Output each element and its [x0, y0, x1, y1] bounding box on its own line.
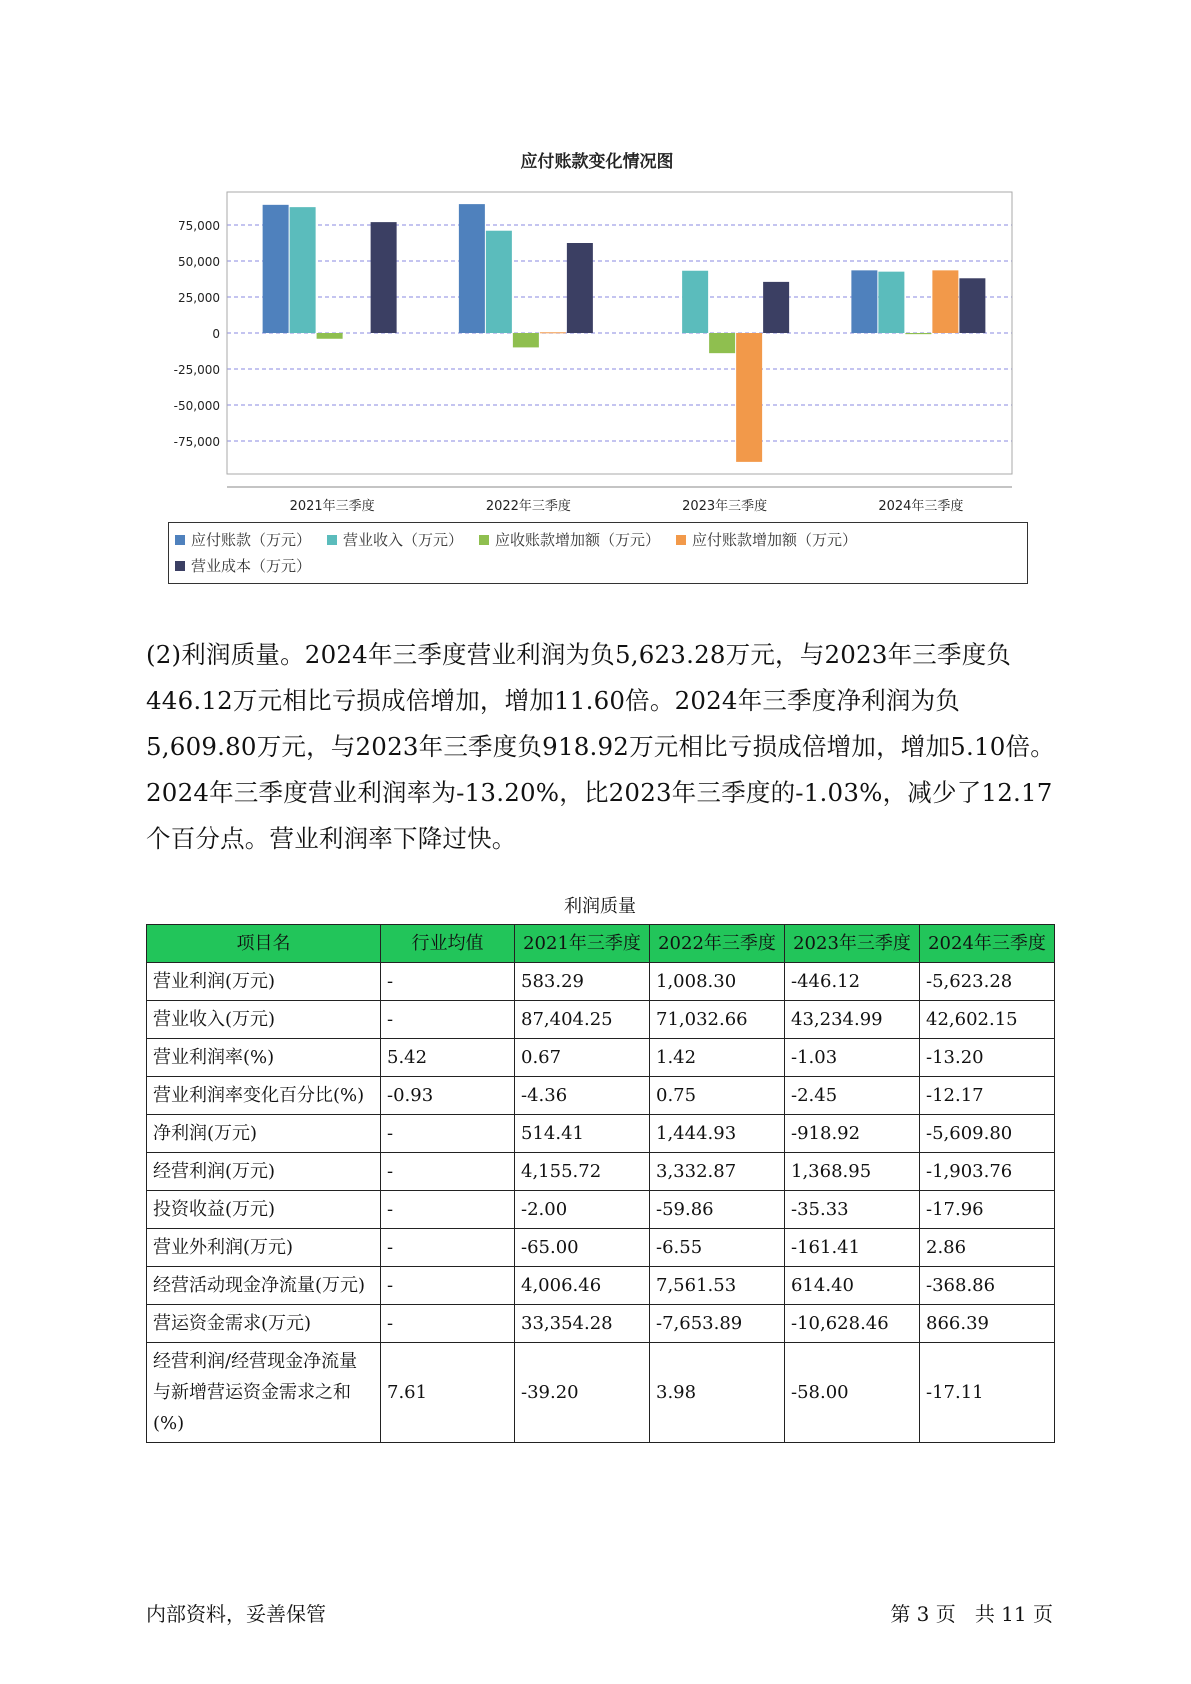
legend-swatch: [175, 561, 185, 571]
row-label-cell: 营业利润率(%): [147, 1039, 381, 1077]
x-tick-label: 2022年三季度: [485, 499, 571, 514]
row-label-cell: 经营利润(万元): [147, 1153, 381, 1191]
value-cell: -: [381, 1115, 515, 1153]
bar: [567, 243, 593, 333]
legend-label: 应付账款（万元）: [191, 531, 312, 549]
value-cell: -65.00: [515, 1229, 650, 1267]
legend-entry: [327, 527, 463, 553]
bar: [263, 205, 289, 333]
value-cell: -: [381, 1153, 515, 1191]
value-cell: 71,032.66: [650, 1001, 785, 1039]
y-tick-label: -50,000: [173, 399, 220, 413]
legend-entry: [676, 527, 857, 553]
x-tick-label: 2024年三季度: [878, 499, 964, 514]
value-cell: -: [381, 963, 515, 1001]
chart-title: 应付账款变化情况图: [520, 152, 674, 172]
legend-swatch: [175, 535, 185, 545]
legend-swatch: [676, 535, 686, 545]
legend-label: 营业成本（万元）: [191, 557, 312, 575]
value-cell: -918.92: [785, 1115, 920, 1153]
y-tick-label: -25,000: [173, 363, 220, 377]
row-label-cell: 营运资金需求(万元): [147, 1305, 381, 1343]
table-caption: 利润质量: [564, 896, 636, 917]
y-tick-label: 50,000: [178, 255, 220, 269]
value-cell: -58.00: [785, 1343, 920, 1443]
value-cell: 1,368.95: [785, 1153, 920, 1191]
value-cell: 0.67: [515, 1039, 650, 1077]
bar: [513, 333, 539, 347]
row-label-cell: 净利润(万元): [147, 1115, 381, 1153]
table-row: [147, 963, 1055, 1001]
row-label-cell: 营业利润(万元): [147, 963, 381, 1001]
legend-label: 应收账款增加额（万元）: [495, 531, 661, 549]
column-header: 2021年三季度: [515, 925, 650, 963]
value-cell: 4,155.72: [515, 1153, 650, 1191]
value-cell: 7.61: [381, 1343, 515, 1443]
table-row: [147, 1267, 1055, 1305]
payables-bar-chart: [0, 0, 1191, 600]
value-cell: 1,444.93: [650, 1115, 785, 1153]
column-header: 行业均值: [381, 925, 515, 963]
value-cell: -161.41: [785, 1229, 920, 1267]
row-label-cell: 经营活动现金净流量(万元): [147, 1267, 381, 1305]
value-cell: 514.41: [515, 1115, 650, 1153]
value-cell: -59.86: [650, 1191, 785, 1229]
profit-quality-table: [146, 924, 1055, 1443]
legend-swatch: [327, 535, 337, 545]
value-cell: -6.55: [650, 1229, 785, 1267]
value-cell: -: [381, 1001, 515, 1039]
value-cell: -0.93: [381, 1077, 515, 1115]
table-row: [147, 1001, 1055, 1039]
legend-label: 营业收入（万元）: [343, 531, 464, 549]
value-cell: -: [381, 1267, 515, 1305]
value-cell: 1,008.30: [650, 963, 785, 1001]
value-cell: -368.86: [920, 1267, 1055, 1305]
value-cell: 866.39: [920, 1305, 1055, 1343]
row-label-cell: 营业利润率变化百分比(%): [147, 1077, 381, 1115]
bar: [486, 231, 512, 333]
value-cell: -446.12: [785, 963, 920, 1001]
bar: [905, 333, 931, 334]
legend-label: 应付账款增加额（万元）: [692, 531, 858, 549]
row-label-cell: 经营利润/经营现金净流量与新增营运资金需求之和(%): [147, 1343, 381, 1443]
y-axis: [174, 219, 220, 449]
table-header-row: [147, 925, 1055, 963]
x-tick-label: 2023年三季度: [682, 499, 768, 514]
value-cell: -2.45: [785, 1077, 920, 1115]
value-cell: 3,332.87: [650, 1153, 785, 1191]
column-header: 2023年三季度: [785, 925, 920, 963]
value-cell: 33,354.28: [515, 1305, 650, 1343]
value-cell: 4,006.46: [515, 1267, 650, 1305]
row-label-cell: 营业外利润(万元): [147, 1229, 381, 1267]
table-row: [147, 1229, 1055, 1267]
value-cell: -17.11: [920, 1343, 1055, 1443]
value-cell: -: [381, 1305, 515, 1343]
profit-quality-paragraph: (2)利润质量。2024年三季度营业利润为负5,623.28万元，与2023年三季度负446.12万元相比亏损成倍增加，增加11.60倍。2024年三季度净利润为负5,609.80万元，与2023年三季度负918.92万元相比亏损成倍增加，增加5.10倍。2024年三季度营业利润率为-13.20%，比2023年三季度的-1.03%，减少了12.17个百分点。营业利润率下降过快。: [146, 640, 1055, 853]
value-cell: -12.17: [920, 1077, 1055, 1115]
column-header: 项目名: [147, 925, 381, 963]
bar: [959, 278, 985, 333]
y-tick-label: -75,000: [173, 435, 220, 449]
value-cell: 614.40: [785, 1267, 920, 1305]
bar: [682, 271, 708, 333]
value-cell: -5,609.80: [920, 1115, 1055, 1153]
value-cell: 0.75: [650, 1077, 785, 1115]
row-label-cell: 投资收益(万元): [147, 1191, 381, 1229]
bar: [317, 333, 343, 339]
x-axis: [227, 487, 1012, 514]
value-cell: 43,234.99: [785, 1001, 920, 1039]
y-tick-label: 25,000: [178, 291, 220, 305]
value-cell: -: [381, 1229, 515, 1267]
bar: [459, 204, 485, 333]
bar: [540, 332, 566, 333]
column-header: 2024年三季度: [920, 925, 1055, 963]
column-header: 2022年三季度: [650, 925, 785, 963]
value-cell: -1.03: [785, 1039, 920, 1077]
bar: [709, 333, 735, 353]
table-row: [147, 1191, 1055, 1229]
table-row: [147, 1305, 1055, 1343]
chart-legend: [168, 522, 1028, 584]
value-cell: 1.42: [650, 1039, 785, 1077]
bar: [736, 333, 762, 462]
value-cell: -17.96: [920, 1191, 1055, 1229]
table-row: [147, 1153, 1055, 1191]
y-tick-label: 0: [212, 327, 220, 341]
value-cell: 3.98: [650, 1343, 785, 1443]
value-cell: -7,653.89: [650, 1305, 785, 1343]
footer-confidential: 内部资料，妥善保管: [146, 1602, 326, 1626]
value-cell: 5.42: [381, 1039, 515, 1077]
x-tick-label: 2021年三季度: [289, 499, 375, 514]
bar: [851, 270, 877, 333]
value-cell: 583.29: [515, 963, 650, 1001]
table-row: [147, 1343, 1055, 1443]
value-cell: -39.20: [515, 1343, 650, 1443]
table-row: [147, 1077, 1055, 1115]
legend-entry: [479, 527, 660, 553]
bar: [763, 282, 789, 333]
bar: [371, 222, 397, 333]
legend-swatch: [479, 535, 489, 545]
value-cell: -2.00: [515, 1191, 650, 1229]
row-label-cell: 营业收入(万元): [147, 1001, 381, 1039]
bars: [263, 204, 986, 462]
value-cell: 2.86: [920, 1229, 1055, 1267]
value-cell: -1,903.76: [920, 1153, 1055, 1191]
value-cell: -35.33: [785, 1191, 920, 1229]
value-cell: -5,623.28: [920, 963, 1055, 1001]
legend-entry: [175, 527, 311, 553]
y-tick-label: 75,000: [178, 219, 220, 233]
value-cell: -4.36: [515, 1077, 650, 1115]
legend-entry: [175, 553, 311, 579]
bar: [878, 272, 904, 333]
bar: [290, 207, 316, 333]
table-row: [147, 1039, 1055, 1077]
footer-page-number: 第 3 页 共 11 页: [890, 1602, 1053, 1626]
table-row: [147, 1115, 1055, 1153]
value-cell: -13.20: [920, 1039, 1055, 1077]
value-cell: 87,404.25: [515, 1001, 650, 1039]
value-cell: 7,561.53: [650, 1267, 785, 1305]
bar: [932, 270, 958, 333]
value-cell: -10,628.46: [785, 1305, 920, 1343]
value-cell: -: [381, 1191, 515, 1229]
value-cell: 42,602.15: [920, 1001, 1055, 1039]
